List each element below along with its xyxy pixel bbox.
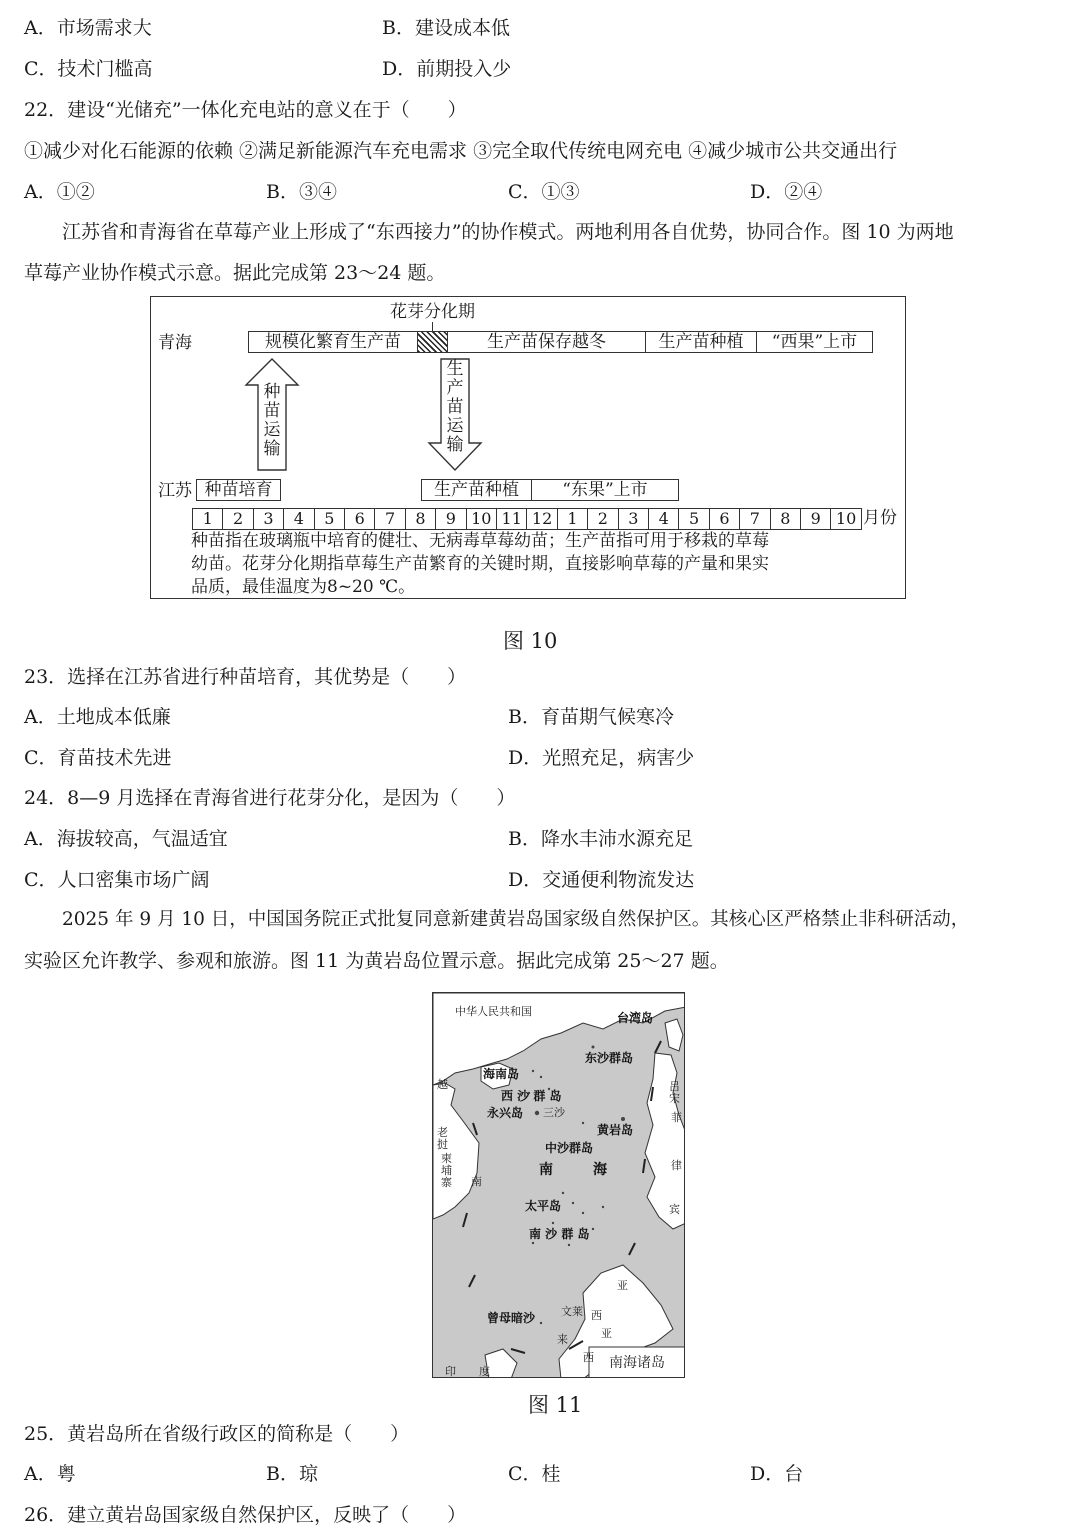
month-cell: 2 bbox=[587, 508, 618, 530]
flower-bud-hatch bbox=[417, 331, 448, 353]
qh-box-winter: 生产苗保存越冬 bbox=[447, 331, 646, 353]
fig10-note-line2: 幼苗。花芽分化期指草莓生产苗繁育的关键时期，直接影响草莓的产量和果实 bbox=[191, 554, 769, 574]
map-label-zengmu: 曾母暗沙 bbox=[487, 1311, 536, 1325]
qh-box-planting: 生产苗种植 bbox=[645, 331, 757, 353]
map-inset-label: 南海诸岛 bbox=[609, 1355, 665, 1371]
month-cell: 1 bbox=[192, 508, 223, 530]
month-cell: 3 bbox=[253, 508, 284, 530]
q24-option-c: C．人口密集市场广阔 bbox=[24, 869, 210, 891]
q25-option-c: C．桂 bbox=[508, 1463, 561, 1485]
month-cell: 5 bbox=[678, 508, 709, 530]
month-cell: 7 bbox=[374, 508, 405, 530]
month-cell: 10 bbox=[830, 508, 861, 530]
arrow-up-label: 种苗运输 bbox=[263, 382, 281, 459]
month-cell: 11 bbox=[496, 508, 527, 530]
qh-box-breeding: 规模化繁育生产苗 bbox=[248, 331, 418, 353]
map-label-nansha: 南 沙 群 岛 bbox=[529, 1227, 590, 1241]
map-label-zhongsha: 中沙群岛 bbox=[545, 1141, 594, 1155]
q24-option-d: D．交通便利物流发达 bbox=[508, 869, 695, 891]
passage2-line2: 实验区允许教学、参观和旅游。图 11 为黄岩岛位置示意。据此完成第 25～27 题。 bbox=[24, 950, 729, 972]
map-label-ya2: 亚 bbox=[601, 1327, 612, 1340]
jiangsu-label: 江苏 bbox=[158, 481, 192, 501]
passage2-line1: 2025 年 9 月 10 日，中国国务院正式批复同意新建黄岩岛国家级自然保护区。其核心区严格禁止非科研活动， bbox=[62, 909, 970, 930]
arrow-down-label: 生产苗运输 bbox=[446, 359, 464, 455]
js-box-planting: 生产苗种植 bbox=[421, 479, 532, 501]
map-label-nan: 南 bbox=[539, 1162, 553, 1178]
fig10-note-line3: 品质，最佳温度为8~20 ℃。 bbox=[191, 577, 416, 597]
map-label-xi: 西 bbox=[591, 1309, 602, 1322]
month-cell: 7 bbox=[739, 508, 770, 530]
map-label-huangyan: 黄岩岛 bbox=[597, 1123, 634, 1137]
fig10-caption: 图 10 bbox=[503, 629, 558, 653]
qinghai-label: 青海 bbox=[158, 333, 192, 353]
month-cell: 5 bbox=[314, 508, 345, 530]
map-label-yue: 越 bbox=[437, 1078, 448, 1091]
map-label-yongxing: 永兴岛 bbox=[487, 1106, 524, 1120]
map-label-du: 度 bbox=[479, 1365, 490, 1378]
month-unit: 月份 bbox=[863, 508, 897, 528]
q26-stem: 26．建立黄岩岛国家级自然保护区，反映了（ ） bbox=[24, 1504, 467, 1526]
month-cell: 9 bbox=[435, 508, 466, 530]
month-cell: 4 bbox=[648, 508, 679, 530]
map-label-dongsha: 东沙群岛 bbox=[585, 1051, 634, 1065]
q25-option-d: D．台 bbox=[750, 1463, 804, 1485]
month-cell: 8 bbox=[770, 508, 801, 530]
month-cell: 4 bbox=[283, 508, 314, 530]
q24-option-a: A．海拔较高，气温适宜 bbox=[24, 828, 228, 850]
q23-option-d: D．光照充足，病害少 bbox=[508, 747, 695, 769]
q23-option-c: C．育苗技术先进 bbox=[24, 747, 172, 769]
passage1-line2: 草莓产业协作模式示意。据此完成第 23～24 题。 bbox=[24, 262, 446, 284]
month-cell: 8 bbox=[405, 508, 436, 530]
js-box-seedling: 种苗培育 bbox=[196, 479, 281, 501]
map-label-xi2: 西 bbox=[583, 1351, 594, 1364]
passage1-line1: 江苏省和青海省在草莓产业上形成了“东西接力”的协作模式。两地利用各自优势，协同合作。图 10 为两地 bbox=[62, 221, 954, 243]
q25-stem: 25．黄岩岛所在省级行政区的简称是（ ） bbox=[24, 1423, 410, 1445]
q22-statements: ①减少对化石能源的依赖 ②满足新能源汽车充电需求 ③完全取代传统电网充电 ④减少城市公共交通出行 bbox=[24, 140, 898, 162]
js-box-market: “东果”上市 bbox=[531, 479, 679, 501]
q24-option-b: B．降水丰沛水源充足 bbox=[508, 828, 693, 850]
fig10-note-line1: 种苗指在玻璃瓶中培育的健壮、无病毒草莓幼苗；生产苗指可用于移栽的草莓 bbox=[191, 531, 769, 551]
month-cell: 6 bbox=[709, 508, 740, 530]
flower-bud-label: 花芽分化期 bbox=[390, 302, 475, 322]
map-label-taiping: 太平岛 bbox=[525, 1199, 562, 1213]
q22-option-b: B．③④ bbox=[266, 181, 337, 203]
q22-option-a: A．①② bbox=[24, 181, 95, 203]
figure-11-map bbox=[432, 992, 685, 1378]
q23-option-a: A．土地成本低廉 bbox=[24, 706, 171, 728]
month-cell: 12 bbox=[526, 508, 557, 530]
month-cell: 9 bbox=[800, 508, 831, 530]
map-label-sansha: 三沙 bbox=[543, 1106, 565, 1119]
map-label-taiwan: 台湾岛 bbox=[617, 1011, 654, 1025]
q22-stem: 22．建设“光储充”一体化充电站的意义在于（ ） bbox=[24, 99, 467, 121]
q21-option-d: D．前期投入少 bbox=[382, 58, 512, 80]
q23-option-b: B．育苗期气候寒冷 bbox=[508, 706, 674, 728]
q23-stem: 23．选择在江苏省进行种苗培育，其优势是（ ） bbox=[24, 666, 467, 688]
map-label-hainan: 海南岛 bbox=[483, 1067, 520, 1081]
map-label-lai: 来 bbox=[557, 1333, 568, 1346]
month-cell: 2 bbox=[222, 508, 253, 530]
fig11-caption: 图 11 bbox=[528, 1393, 583, 1417]
map-label-yin: 印 bbox=[445, 1365, 456, 1378]
map-label-ya1: 亚 bbox=[617, 1279, 628, 1292]
map-label-bin: 宾 bbox=[669, 1203, 680, 1216]
q21-option-c: C．技术门槛高 bbox=[24, 58, 153, 80]
q22-option-c: C．①③ bbox=[508, 181, 580, 203]
map-label-hai: 海 bbox=[593, 1162, 607, 1178]
map-label-jianpuzhai: 柬埔寨 bbox=[441, 1152, 452, 1189]
q25-option-b: B．琼 bbox=[266, 1463, 318, 1485]
month-cell: 6 bbox=[344, 508, 375, 530]
map-label-xisha: 西 沙 群 岛 bbox=[501, 1089, 562, 1103]
map-label-lv: 律 bbox=[671, 1159, 682, 1172]
map-label-laowo: 老挝 bbox=[437, 1126, 448, 1151]
month-cell: 10 bbox=[466, 508, 497, 530]
map-label-fei: 菲 bbox=[671, 1111, 682, 1124]
month-cell: 1 bbox=[557, 508, 588, 530]
qh-box-market: “西果”上市 bbox=[756, 331, 873, 353]
q25-option-a: A．粤 bbox=[24, 1463, 76, 1485]
map-label-wenlai: 文莱 bbox=[561, 1305, 583, 1318]
map-label-luzon: 吕宋 bbox=[669, 1080, 680, 1105]
q22-option-d: D．②④ bbox=[750, 181, 823, 203]
month-cell: 3 bbox=[618, 508, 649, 530]
q21-option-a: A．市场需求大 bbox=[24, 17, 152, 39]
map-label-nan-vn: 南 bbox=[471, 1175, 482, 1188]
q21-option-b: B．建设成本低 bbox=[382, 17, 510, 39]
map-label-prc: 中华人民共和国 bbox=[455, 1005, 532, 1018]
q24-stem: 24．8—9 月选择在青海省进行花芽分化，是因为（ ） bbox=[24, 787, 516, 809]
